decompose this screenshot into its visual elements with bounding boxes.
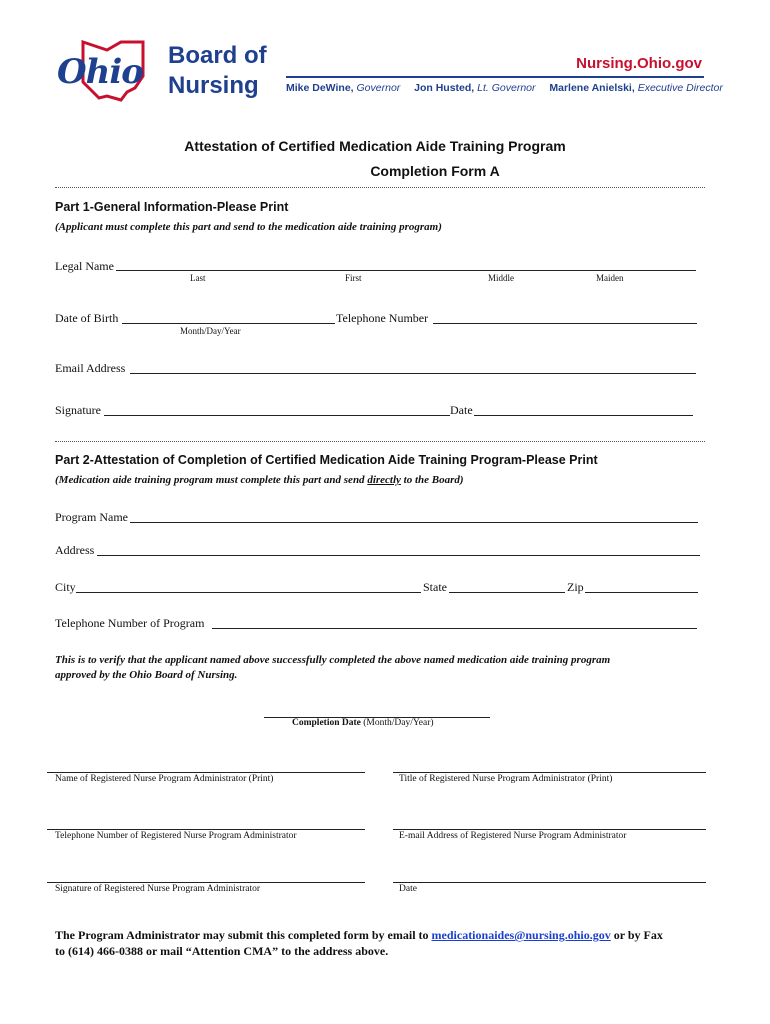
email-label: Email Address: [55, 361, 126, 375]
program-phone-field[interactable]: [212, 628, 697, 629]
verify-statement-line1: This is to verify that the applicant named above successfully completed the above named medication aide training program: [55, 654, 611, 666]
admin-email-caption: E-mail Address of Registered Nurse Program Administrator: [399, 831, 627, 841]
part2-instruction-underlined: directly: [367, 474, 401, 486]
lt-governor-name: Jon Husted,: [414, 82, 475, 94]
admin-name-caption: Name of Registered Nurse Program Administrator (Print): [55, 774, 274, 784]
part1-instruction: (Applicant must complete this part and send to the medication aide training program): [55, 221, 442, 233]
header-rule: [286, 76, 704, 78]
city-label: City: [55, 580, 76, 594]
telephone-label: Telephone Number: [336, 311, 429, 325]
legal-name-sub-maiden: Maiden: [596, 273, 624, 283]
date-field[interactable]: [474, 415, 693, 416]
program-name-field[interactable]: [130, 522, 698, 523]
part2-heading: Part 2-Attestation of Completion of Certified Medication Aide Training Program-Please Print: [55, 453, 598, 467]
logo: [55, 36, 270, 106]
completion-date-label: Completion Date: [292, 718, 361, 728]
program-name-label: Program Name: [55, 510, 128, 524]
address-label: Address: [55, 543, 95, 557]
admin-date-field[interactable]: [393, 882, 706, 883]
admin-signature-field[interactable]: [47, 882, 365, 883]
lt-governor-title: Lt. Governor: [477, 82, 536, 94]
state-label: State: [423, 580, 447, 594]
state-field[interactable]: [449, 592, 565, 593]
logo-board-of-text: Board of: [168, 42, 267, 69]
admin-title-caption: Title of Registered Nurse Program Administrator (Print): [399, 774, 613, 784]
part2-instruction: [55, 474, 464, 486]
legal-name-label: Legal Name: [55, 259, 114, 273]
signature-label: Signature: [55, 403, 101, 417]
footer-text2: or by Fax: [610, 928, 663, 942]
officials-line: [286, 82, 723, 94]
dob-field[interactable]: [122, 323, 335, 324]
governor-title: Governor: [356, 82, 401, 94]
zip-field[interactable]: [585, 592, 698, 593]
completion-date-caption: [292, 718, 434, 728]
divider-top: [55, 187, 705, 188]
legal-name-sub-first: First: [345, 273, 362, 283]
email-field[interactable]: [130, 373, 696, 374]
website-link[interactable]: Nursing.Ohio.gov: [576, 55, 702, 72]
divider-middle: [55, 441, 705, 442]
date-label: Date: [450, 403, 473, 417]
footer-note: [55, 927, 663, 959]
completion-date-sub: (Month/Day/Year): [360, 718, 434, 728]
admin-date-caption: Date: [399, 884, 417, 894]
director-name: Marlene Anielski,: [549, 82, 635, 94]
form-title-line1: Attestation of Certified Medication Aide Training Program: [184, 138, 566, 154]
part2-instruction-post: to the Board): [400, 474, 464, 486]
form-title-line2: Completion Form A: [370, 163, 500, 179]
admin-phone-field[interactable]: [47, 829, 365, 830]
governor-name: Mike DeWine,: [286, 82, 354, 94]
admin-phone-caption: Telephone Number of Registered Nurse Program Administrator: [55, 831, 297, 841]
part2-instruction-pre: (Medication aide training program must complete this part and send: [55, 474, 368, 486]
admin-title-field[interactable]: [393, 772, 706, 773]
part1-heading: Part 1-General Information-Please Print: [55, 200, 289, 214]
footer-text1: The Program Administrator may submit this completed form by email to: [55, 928, 432, 942]
legal-name-field[interactable]: [116, 270, 696, 271]
logo-ohio-text: Ohio: [57, 52, 143, 92]
admin-name-field[interactable]: [47, 772, 365, 773]
legal-name-sub-middle: Middle: [488, 273, 514, 283]
signature-field[interactable]: [104, 415, 450, 416]
footer-line2: to (614) 466-0388 or mail “Attention CMA” to the address above.: [55, 944, 389, 958]
dob-sub: Month/Day/Year: [180, 326, 241, 336]
logo-nursing-text: Nursing: [168, 72, 259, 99]
city-field[interactable]: [76, 592, 421, 593]
dob-label: Date of Birth: [55, 311, 119, 325]
verify-statement-line2: approved by the Ohio Board of Nursing.: [55, 669, 238, 681]
legal-name-sub-last: Last: [190, 273, 206, 283]
director-title: Executive Director: [637, 82, 723, 94]
address-field[interactable]: [97, 555, 700, 556]
telephone-field[interactable]: [433, 323, 697, 324]
admin-email-field[interactable]: [393, 829, 706, 830]
footer-email-link[interactable]: medicationaides@nursing.ohio.gov: [431, 928, 611, 942]
admin-signature-caption: Signature of Registered Nurse Program Administrator: [55, 884, 261, 894]
program-phone-label: Telephone Number of Program: [55, 616, 205, 630]
zip-label: Zip: [567, 580, 584, 594]
